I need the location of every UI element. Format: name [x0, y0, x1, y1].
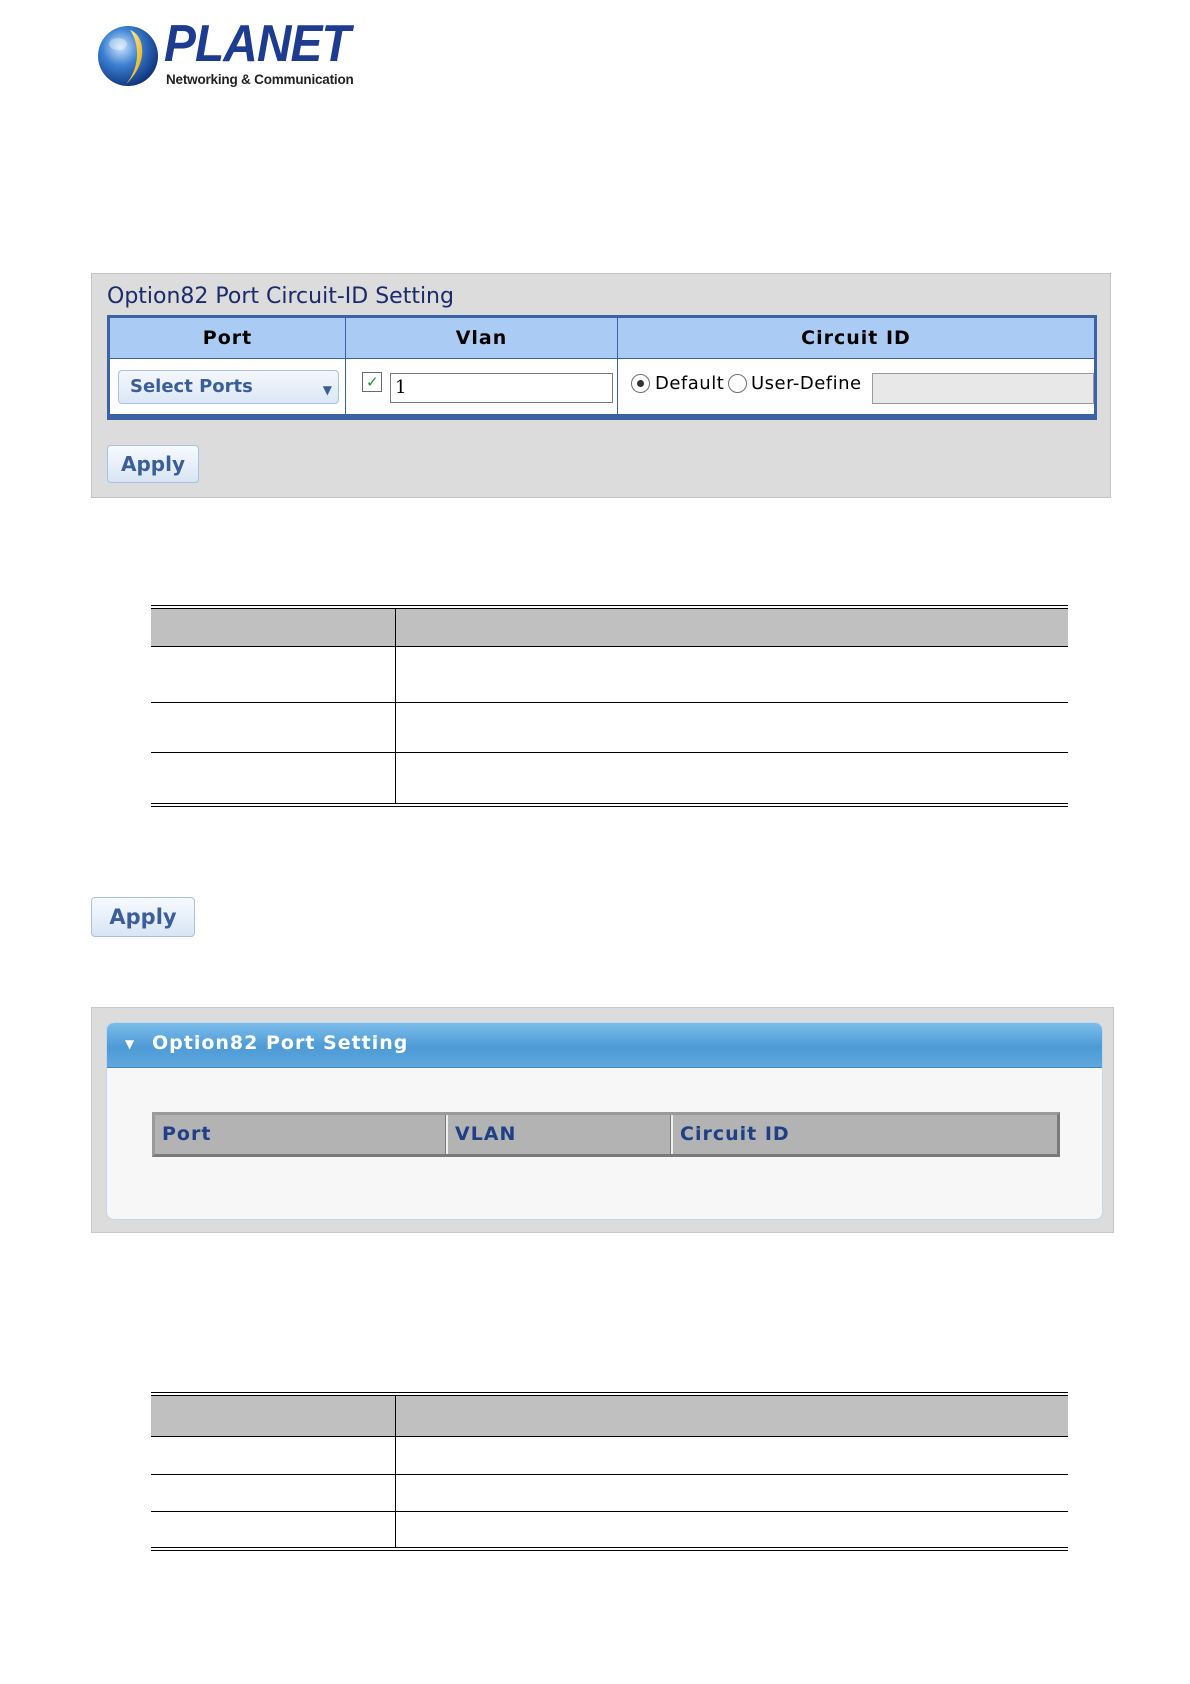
column-divider	[617, 318, 618, 414]
port-setting-box	[106, 1022, 1103, 1220]
vlan-checkbox[interactable]	[362, 372, 382, 392]
column-header-port: Port	[202, 327, 253, 349]
radio-user-define-label: User-Define	[751, 373, 862, 394]
table-header	[110, 318, 1094, 359]
column-header-circuit-id: Circuit ID	[801, 327, 911, 349]
header-cell-object	[151, 609, 167, 621]
panel-title: Option82 Port Circuit-ID Setting	[107, 284, 454, 309]
row-object-cell	[151, 1437, 167, 1449]
table-row	[151, 753, 1068, 803]
brand-tagline: Networking & Communication	[166, 72, 354, 87]
vlan-input[interactable]: 1	[390, 373, 613, 403]
table-row	[151, 1475, 1068, 1512]
row-description-cell	[399, 703, 415, 715]
column-divider	[345, 318, 346, 414]
select-ports-dropdown[interactable]	[118, 370, 339, 404]
header-cell-object	[151, 1396, 167, 1408]
row-description-cell	[399, 753, 415, 765]
row-description-cell	[399, 1437, 415, 1449]
section-header[interactable]	[107, 1023, 1102, 1068]
row-description-cell	[399, 647, 415, 659]
header-cell-description	[407, 609, 423, 621]
column-header-vlan: Vlan	[455, 327, 508, 349]
table-header-row	[151, 1396, 1068, 1437]
table-header-row	[151, 609, 1068, 647]
column-divider	[395, 609, 396, 803]
table-row	[151, 1437, 1068, 1475]
radio-default[interactable]	[631, 374, 650, 393]
table-row	[151, 647, 1068, 703]
port-setting-panel	[91, 1007, 1114, 1233]
checkmark-icon: ✓	[366, 373, 379, 391]
row-object-cell	[151, 703, 167, 715]
column-header-circuit-id: Circuit ID	[680, 1123, 790, 1145]
column-header-port: Port	[162, 1123, 212, 1145]
section-title: Option82 Port Setting	[152, 1032, 409, 1054]
table-row	[151, 703, 1068, 753]
column-header-vlan: VLAN	[455, 1123, 517, 1145]
description-table-2	[151, 1392, 1068, 1551]
apply-button-standalone[interactable]: Apply	[91, 897, 195, 937]
description-table	[151, 605, 1068, 807]
column-divider	[395, 1396, 396, 1547]
radio-selected-dot-icon	[637, 380, 644, 387]
header-cell-description	[407, 1396, 423, 1408]
row-description-cell	[399, 1475, 415, 1487]
chevron-down-icon: ▼	[322, 383, 332, 397]
globe-logo-icon	[96, 24, 160, 88]
row-object-cell	[151, 647, 167, 659]
brand-wordmark: PLANET	[164, 15, 350, 73]
row-description-cell	[399, 1512, 415, 1524]
circuit-id-table	[107, 315, 1097, 420]
row-object-cell	[151, 1475, 167, 1487]
row-object-cell	[151, 1512, 167, 1524]
table-row	[151, 1512, 1068, 1548]
circuit-id-setting-panel	[91, 273, 1111, 498]
port-setting-table	[152, 1112, 1060, 1157]
radio-default-label: Default	[655, 373, 725, 394]
circuit-id-input[interactable]	[872, 373, 1094, 404]
planet-logo	[96, 15, 356, 94]
row-object-cell	[151, 753, 167, 765]
select-ports-label: Select Ports	[130, 376, 253, 397]
collapse-triangle-icon[interactable]: ▼	[125, 1037, 135, 1051]
radio-user-define[interactable]	[728, 374, 747, 393]
apply-button[interactable]: Apply	[107, 445, 199, 483]
